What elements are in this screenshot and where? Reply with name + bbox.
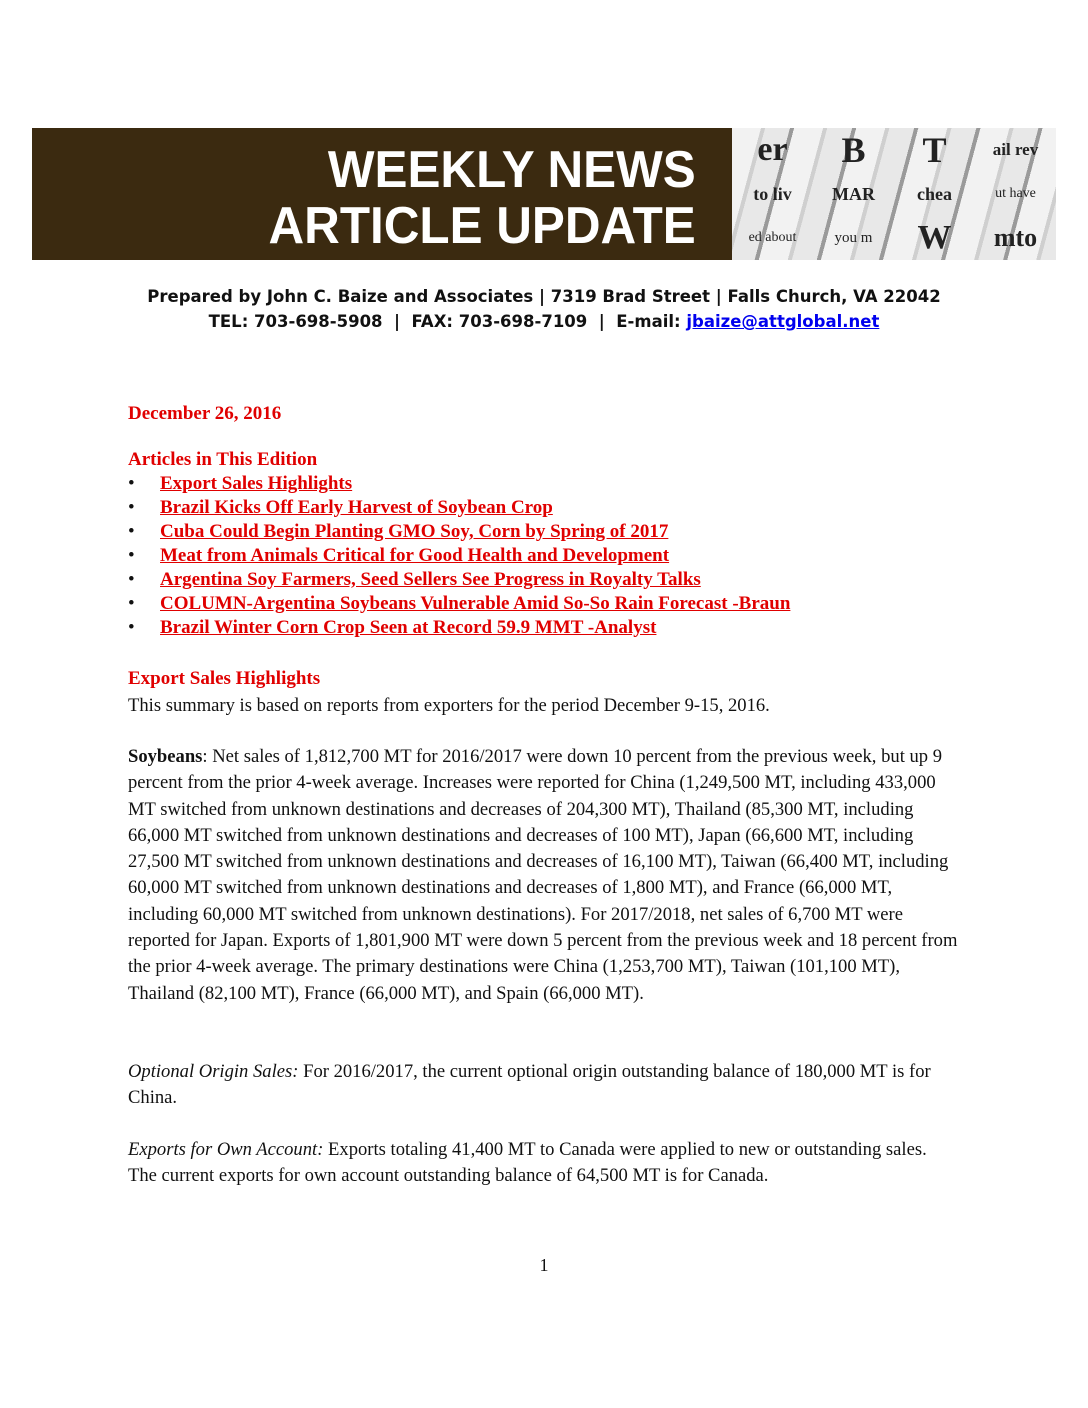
contact-line-phone — [0, 312, 1088, 331]
newspapers-image — [732, 128, 1056, 260]
optional-origin-paragraph — [128, 1059, 958, 1112]
email-link[interactable]: jbaize@attglobal.net — [686, 312, 880, 331]
toc-link[interactable]: Cuba Could Begin Planting GMO Soy, Corn by Spring of 2017 — [160, 521, 669, 542]
own-account-paragraph — [128, 1137, 958, 1190]
soybeans-label: Soybeans — [128, 746, 203, 767]
toc-item — [128, 544, 790, 568]
toc-heading: Articles in This Edition — [128, 449, 318, 470]
toc-link[interactable]: COLUMN-Argentina Soybeans Vulnerable Amid So-So Rain Forecast -Braun — [160, 593, 791, 614]
toc-item — [128, 592, 790, 616]
newspaper-glyph: to liv — [753, 183, 792, 204]
newspaper-glyph: chea — [917, 183, 952, 204]
issue-date: December 26, 2016 — [128, 403, 282, 424]
toc-link[interactable]: Argentina Soy Farmers, Seed Sellers See Progress in Royalty Talks — [160, 569, 701, 590]
toc-item — [128, 496, 790, 520]
newspaper-glyph: W — [917, 219, 952, 256]
own-account-label: Exports for Own Account: — [128, 1139, 324, 1160]
newspaper-glyph: T — [922, 130, 947, 170]
newspaper-glyph: B — [841, 130, 866, 170]
toc-item — [128, 568, 790, 592]
optional-origin-label: Optional Origin Sales: — [128, 1061, 299, 1082]
banner-title — [269, 142, 696, 254]
soybeans-paragraph — [128, 744, 958, 1007]
toc-item — [128, 520, 790, 544]
newspaper-glyph: er — [757, 131, 788, 168]
soybeans-text: : Net sales of 1,812,700 MT for 2016/2017 were down 10 percent from the previous week, but up 9 percent from the prior 4-week average. Increases were reported for China (1,249,500 MT, including 433,000 MT switched from unknown destinations and decreases of 204,300 MT), Thailand (85,300 MT, including 66,000 MT switched from unknown destinations and decreases of 100 MT), Japan (66,600 MT, including 27,500 MT switched from unknown destinations and decreases of 16,100 MT), Taiwan (66,400 MT, including 60,000 MT switched from unknown destinations and decreases of 1,800 MT), and France (66,000 MT, including 60,000 MT switched from unknown destinations). For 2017/2018, net sales of 6,700 MT were reported for Japan. Exports of 1,801,900 MT were down 5 percent from the previous week and 18 percent from the prior 4-week average. The primary destinations were China (1,253,700 MT), Taiwan (101,100 MT), Thailand (82,100 MT), France (66,000 MT), and Spain (66,000 MT). — [128, 746, 958, 1004]
newspaper-glyph: ut have — [995, 186, 1036, 201]
summary-paragraph: This summary is based on reports from exporters for the period December 9-15, 2016. — [128, 695, 770, 716]
own-account-text: Exports totaling 41,400 MT to Canada were applied to new or outstanding sales. The current exports for own account outstanding balance of 64,500 MT is for Canada. — [128, 1139, 927, 1187]
newspaper-glyph: ail rev — [992, 140, 1039, 159]
newspaper-glyph: ed about — [748, 230, 797, 245]
toc-item — [128, 616, 790, 640]
section-heading: Export Sales Highlights — [128, 668, 321, 689]
toc-link[interactable]: Meat from Animals Critical for Good Health and Development — [160, 545, 670, 566]
toc-link[interactable]: Brazil Kicks Off Early Harvest of Soybean Crop — [160, 497, 553, 518]
optional-origin-text: For 2016/2017, the current optional origin outstanding balance of 180,000 MT is for China. — [128, 1061, 931, 1109]
newspaper-glyph: you m — [834, 229, 873, 246]
contact-line-address: Prepared by John C. Baize and Associates | 7319 Brad Street | Falls Church, VA 22042 — [147, 287, 941, 306]
banner-line-2: ARTICLE UPDATE — [268, 197, 696, 255]
newspaper-glyph: MAR — [832, 183, 875, 204]
page-number: 1 — [539, 1255, 549, 1275]
toc-link[interactable]: Export Sales Highlights — [160, 473, 353, 494]
banner-line-1: WEEKLY NEWS — [328, 141, 696, 199]
toc-item — [128, 472, 790, 496]
newspaper-glyph: mto — [993, 223, 1038, 252]
phone-fax-text: TEL: 703-698-5908 | FAX: 703-698-7109 | E-mail: — [208, 312, 687, 331]
header-banner — [32, 128, 1056, 260]
toc-link[interactable]: Brazil Winter Corn Crop Seen at Record 59.9 MMT -Analyst — [160, 617, 657, 638]
toc-list — [128, 472, 790, 640]
